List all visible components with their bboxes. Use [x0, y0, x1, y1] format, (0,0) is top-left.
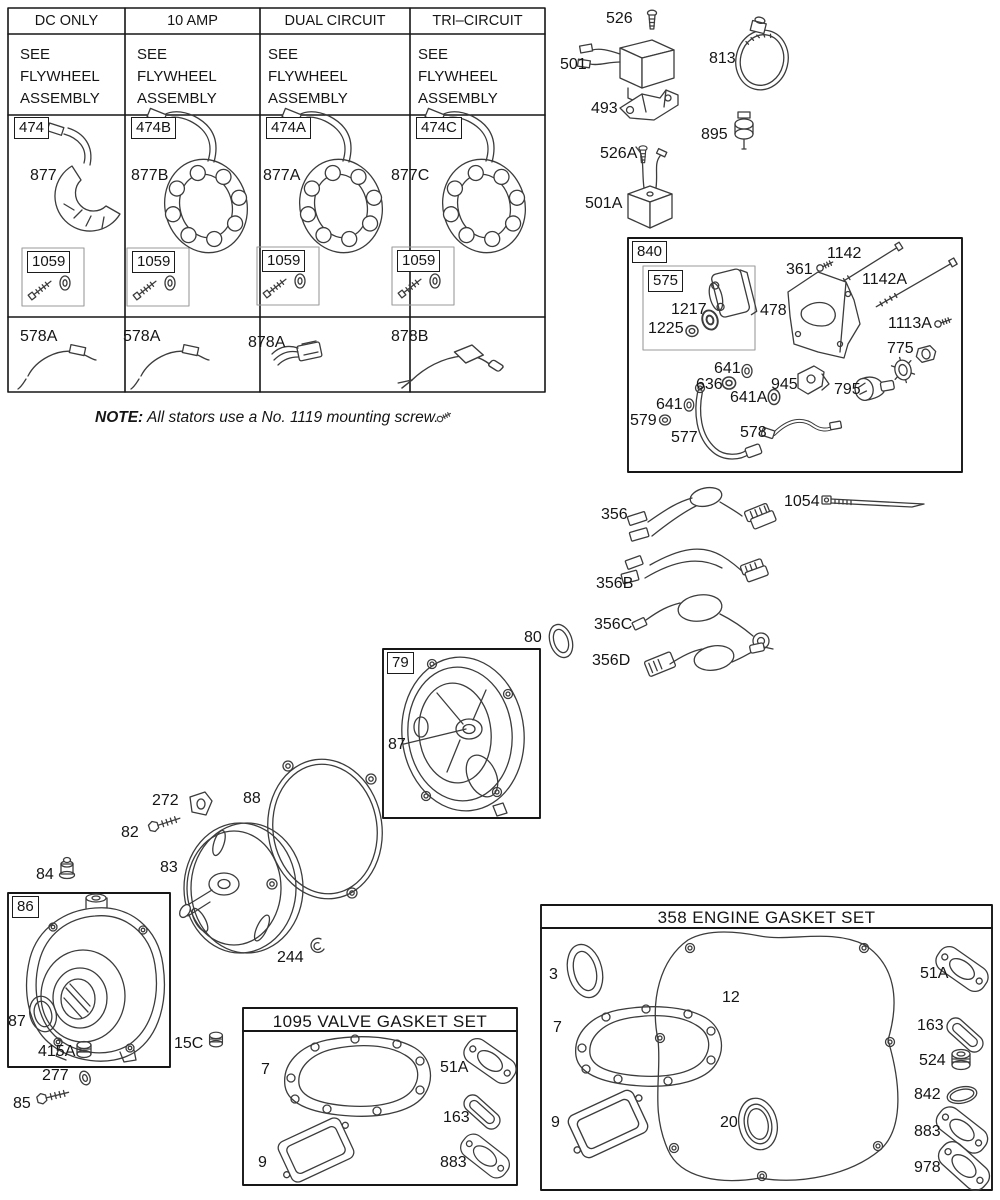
- callout-15C: 15C: [174, 1035, 204, 1052]
- engine-gasket-set-title: 358 ENGINE GASKET SET: [657, 908, 876, 927]
- callout-877A: 877A: [263, 167, 301, 184]
- valve-gasket-51A-drawing: [460, 1034, 521, 1087]
- callout-356C: 356C: [594, 616, 633, 633]
- callout-valve-51A: 51A: [440, 1059, 469, 1076]
- lead-578A-dc-drawing: [18, 345, 96, 389]
- callout-795: 795: [834, 381, 861, 398]
- callout-578A-10amp: 578A: [123, 328, 161, 345]
- callout-1113A: 1113A: [888, 315, 932, 332]
- callout-82: 82: [121, 824, 139, 841]
- diode-895-drawing: [735, 112, 753, 149]
- callout-engine-524: 524: [919, 1052, 946, 1069]
- callout-1142A: 1142A: [862, 271, 908, 288]
- valve-gasket-set-title: 1095 VALVE GASKET SET: [272, 1012, 488, 1031]
- engine-oring-842-drawing: [946, 1084, 979, 1106]
- callout-272: 272: [152, 792, 179, 809]
- screw-washer-1059-dc: [28, 276, 70, 300]
- callout-878A: 878A: [248, 334, 286, 351]
- harness-356B-drawing: [621, 549, 769, 584]
- callout-1142: 1142: [827, 245, 862, 262]
- callout-valve-9: 9: [258, 1154, 267, 1171]
- callout-478: 478: [760, 302, 787, 319]
- callout-88: 88: [243, 790, 261, 807]
- callout-engine-20: 20: [720, 1114, 738, 1131]
- ref-box-840: 840: [632, 241, 667, 263]
- callout-87-cover79: 87: [388, 736, 406, 753]
- flywheel-83-drawing: [177, 823, 303, 953]
- see-flywheel-note-dc: SEE FLYWHEEL ASSEMBLY: [20, 46, 100, 107]
- callout-526A: 526A: [600, 145, 638, 162]
- callout-526: 526: [606, 10, 633, 27]
- note-text: All stators use a No. 1119 mounting screw.: [146, 409, 439, 426]
- washer-277-drawing: [78, 1070, 92, 1087]
- callout-877C: 877C: [391, 167, 430, 184]
- ref-box-1059-dc: 1059: [27, 251, 70, 273]
- callout-356D: 356D: [592, 652, 631, 669]
- callout-877: 877: [30, 167, 57, 184]
- lead-878B-drawing: [398, 345, 504, 388]
- ref-box-1059-10amp: 1059: [132, 251, 175, 273]
- callout-87-cover86: 87: [8, 1013, 26, 1030]
- valve-gasket-9-drawing: [270, 1113, 361, 1187]
- callout-501: 501: [560, 56, 587, 73]
- callout-895: 895: [701, 126, 728, 143]
- callout-641-upper: 641: [714, 360, 741, 377]
- see-flywheel-note-tri: SEE FLYWHEEL ASSEMBLY: [418, 46, 498, 107]
- callout-945: 945: [771, 376, 798, 393]
- harness-356C-drawing: [632, 592, 769, 649]
- callout-878B: 878B: [391, 328, 429, 345]
- keeper-272-drawing: [190, 792, 212, 815]
- callout-1225: 1225: [648, 320, 684, 337]
- washer-641-upper-drawing: [742, 365, 752, 378]
- lead-578A-10amp-drawing: [131, 345, 209, 389]
- callout-775: 775: [887, 340, 914, 357]
- callout-engine-51A: 51A: [920, 965, 949, 982]
- callout-engine-883: 883: [914, 1123, 941, 1140]
- callout-engine-978: 978: [914, 1159, 941, 1176]
- callout-85: 85: [13, 1095, 31, 1112]
- valve-head-gasket-7-drawing: [285, 1035, 431, 1116]
- callout-83: 83: [160, 859, 178, 876]
- box-79-frame: [383, 649, 540, 818]
- callout-80: 80: [524, 629, 542, 646]
- nut-1225-drawing: [686, 326, 698, 337]
- clamp-813-drawing: [730, 16, 795, 96]
- ref-box-474A: 474A: [266, 117, 311, 139]
- callout-361: 361: [786, 261, 813, 278]
- callout-641A: 641A: [730, 389, 768, 406]
- screw-1113A-drawing: [934, 316, 952, 328]
- callout-578: 578: [740, 424, 767, 441]
- ref-box-1059-tri: 1059: [397, 250, 440, 272]
- callout-277: 277: [42, 1067, 69, 1084]
- washer-641-lower-drawing: [684, 399, 694, 411]
- nut-84-drawing: [60, 858, 75, 879]
- harness-356D-drawing: [644, 643, 773, 677]
- harness-356-drawing: [627, 485, 776, 541]
- cover-86-drawing: [27, 894, 165, 1062]
- stator-table-header-tri-circuit: TRI–CIRCUIT: [432, 13, 523, 29]
- callout-641-lower: 641: [656, 396, 683, 413]
- engine-head-gasket-7-drawing: [576, 1005, 722, 1086]
- gasket-88-drawing: [259, 752, 391, 907]
- callout-valve-7: 7: [261, 1061, 270, 1078]
- module-501-drawing: [578, 40, 674, 104]
- callout-579: 579: [630, 412, 657, 429]
- screw-526-drawing: [648, 10, 657, 29]
- callout-813: 813: [709, 50, 736, 67]
- seal-80-drawing: [545, 621, 576, 660]
- callout-engine-842: 842: [914, 1086, 941, 1103]
- screw-washer-1059-10amp: [133, 276, 175, 300]
- engine-seal-3-drawing: [562, 941, 608, 1002]
- nut-636-drawing: [722, 377, 735, 389]
- callout-356B: 356B: [596, 575, 634, 592]
- note-label: NOTE:: [95, 409, 144, 426]
- solenoid-575-drawing: [705, 267, 757, 324]
- callout-1217: 1217: [671, 301, 707, 318]
- cable-tie-1054-drawing: [822, 496, 924, 507]
- ref-box-1059-dual: 1059: [262, 250, 305, 272]
- stator-table-header-10amp: 10 AMP: [167, 13, 218, 29]
- callout-valve-163: 163: [443, 1109, 470, 1126]
- stator-table-header-dc-only: DC ONLY: [34, 13, 99, 29]
- callout-84: 84: [36, 866, 54, 883]
- callout-415A: 415A: [38, 1043, 76, 1060]
- callout-493: 493: [591, 100, 618, 117]
- ref-box-575: 575: [648, 270, 683, 292]
- bracket-945-drawing: [798, 366, 829, 394]
- see-flywheel-note-10amp: SEE FLYWHEEL ASSEMBLY: [137, 46, 217, 107]
- screw-washer-1059-tri: [398, 274, 440, 298]
- ref-box-86: 86: [12, 896, 39, 918]
- callout-engine-3: 3: [549, 966, 558, 983]
- callout-87-leader-line: [404, 729, 466, 744]
- bracket-493-drawing: [620, 90, 678, 120]
- note-screw-icon: [436, 411, 451, 423]
- ref-box-79: 79: [387, 652, 414, 674]
- callout-577: 577: [671, 429, 698, 446]
- callout-1054: 1054: [784, 493, 820, 510]
- wire-578-drawing: [761, 421, 842, 439]
- engine-plug-524-drawing: [952, 1050, 970, 1070]
- clip-244-drawing: [311, 938, 324, 952]
- callout-engine-7: 7: [553, 1019, 562, 1036]
- ref-box-474: 474: [14, 117, 49, 139]
- see-flywheel-note-dual: SEE FLYWHEEL ASSEMBLY: [268, 46, 348, 107]
- nut-579-drawing: [660, 415, 671, 425]
- screw-526A-drawing: [639, 146, 647, 163]
- engine-seal-20-drawing: [734, 1095, 782, 1154]
- callout-356: 356: [601, 506, 628, 523]
- callout-578A-dc: 578A: [20, 328, 58, 345]
- engine-crankcase-gasket-12-drawing: [655, 932, 898, 1181]
- callout-636: 636: [696, 376, 723, 393]
- stator-note: [95, 409, 438, 427]
- ref-box-474B: 474B: [131, 117, 176, 139]
- bolt-82-drawing: [148, 813, 182, 833]
- callout-engine-9: 9: [551, 1114, 560, 1131]
- engine-gasket-163-drawing: [944, 1015, 987, 1056]
- ref-box-474C: 474C: [416, 117, 462, 139]
- callout-244: 244: [277, 949, 304, 966]
- callout-valve-883: 883: [440, 1154, 467, 1171]
- callout-877B: 877B: [131, 167, 169, 184]
- callout-501A: 501A: [585, 195, 623, 212]
- guard-478-drawing: [788, 272, 860, 358]
- engine-gasket-set-frame: [541, 905, 992, 1190]
- engine-gasket-9-drawing: [560, 1085, 656, 1162]
- plug-15C-drawing: [210, 1032, 223, 1047]
- screw-washer-1059-dual: [263, 274, 305, 298]
- callout-engine-12: 12: [722, 989, 740, 1006]
- stator-877-drawing: [47, 123, 120, 231]
- callout-engine-163: 163: [917, 1017, 944, 1034]
- cover-79-drawing: [394, 651, 531, 817]
- stator-table-header-dual-circuit: DUAL CIRCUIT: [284, 13, 386, 29]
- bolt-85-drawing: [36, 1087, 70, 1105]
